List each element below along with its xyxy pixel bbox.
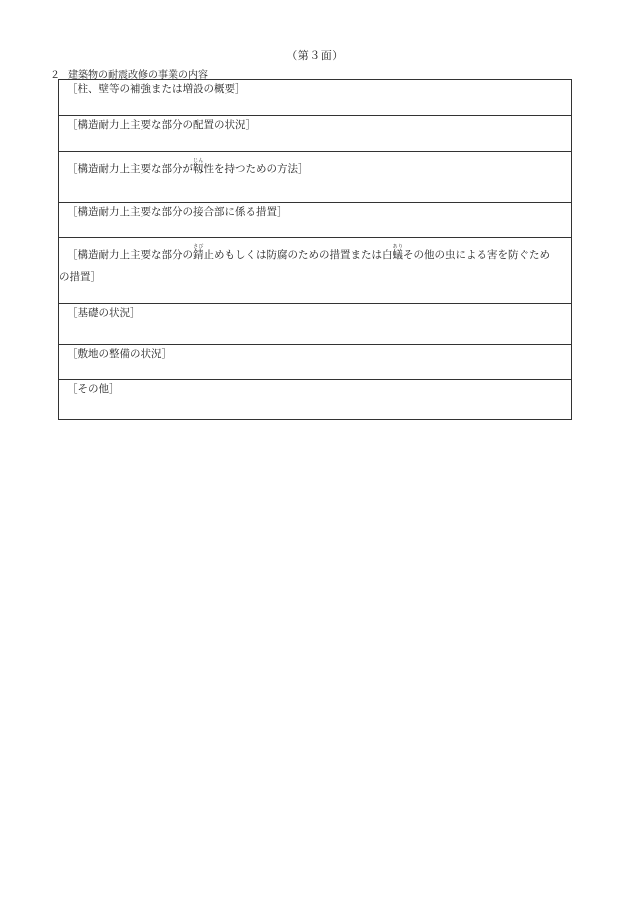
row-rust-decay-termite-measures[interactable] [59,237,571,303]
row-label-part: ［構造耐力上主要な部分が [67,163,193,175]
row-label [59,244,571,288]
row-label-part: その他の虫による害を防ぐため [403,249,550,261]
row-toughness-method[interactable] [59,151,571,202]
row-site-maintenance[interactable] [59,344,571,379]
row-label: ［その他］ [67,383,120,395]
ruby-base: 蟻 [392,249,403,261]
row-label: ［柱、壁等の補強または増設の概要］ [67,83,246,95]
section-title: 建築物の耐震改修の事業の内容 [68,70,208,81]
ruby-termite [392,244,404,261]
row-label-part: ［構造耐力上主要な部分の [67,249,193,261]
page-number: （第３面） [286,49,344,62]
row-label [67,158,309,177]
row-label-part: 止めもしくは防腐のための措置または白 [203,249,393,261]
ruby-toughness [193,158,204,175]
row-label: ［基礎の状況］ [67,307,141,319]
section-number: ２ [50,70,60,81]
row-foundation-status[interactable] [59,303,571,344]
ruby-text: じん [193,158,204,164]
ruby-base: 靱 [193,163,204,175]
ruby-text: あり [392,244,403,250]
ruby-base: 錆 [193,249,204,261]
row-layout-status[interactable] [59,115,571,151]
row-label-part: の措置］ [59,271,101,283]
row-joint-measures[interactable] [59,202,571,237]
renovation-content-table [58,79,572,420]
row-label: ［構造耐力上主要な部分の配置の状況］ [67,119,256,131]
row-reinforcement-overview[interactable] [59,80,571,115]
row-other[interactable] [59,379,571,419]
ruby-text: さび [193,244,204,250]
ruby-rust [193,244,204,261]
row-label: ［敷地の整備の状況］ [67,348,172,360]
row-label-part: 性を持つための方法］ [203,163,309,175]
row-label: ［構造耐力上主要な部分の接合部に係る措置］ [67,206,288,218]
